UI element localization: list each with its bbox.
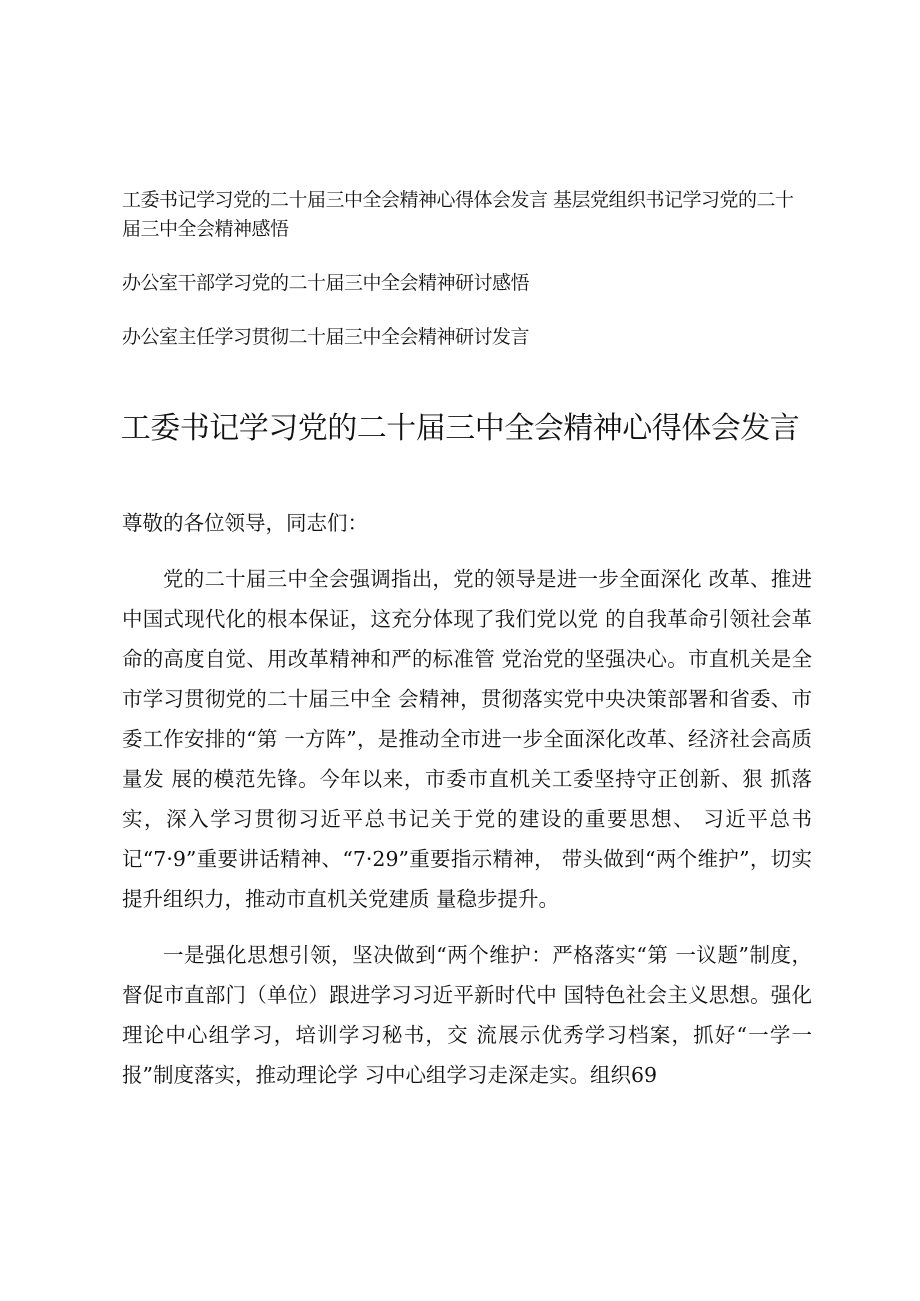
related-articles-list xyxy=(122,186,812,352)
body-paragraph: 党的二十届三中全会强调指出，党的领导是进一步全面深化 改革、推进中国式现代化的根本保证，这充分体现了我们党以党 的自我革命引领社会革命的高度自觉、用改革精神和严的标准管 党治党的坚强决心。市直机关是全市学习贯彻党的二十届三中全 会精神，贯彻落实党中央决策部署和省委、市委工作安排的“第 一方阵”，是推动全市进一步全面深化改革、经济社会高质量发 展的模范先锋。今年以来，市委市直机关工委坚持守正创新、狠 抓落实，深入学习贯彻习近平总书记关于党的建设的重要思想、 习近平总书记“7·9”重要讲话精神、“7·29”重要指示精神， 带头做到“两个维护”，切实提升组织力，推动市直机关党建质 量稳步提升。 xyxy=(122,567,812,911)
related-article-title: 办公室主任学习贯彻二十届三中全会精神研讨发言 xyxy=(122,326,530,348)
salutation: 尊敬的各位领导，同志们： xyxy=(122,511,368,535)
document-title: 工委书记学习党的二十届三中全会精神心得体会发言 xyxy=(120,411,800,446)
body-paragraph: 一是强化思想引领，坚决做到“两个维护：严格落实“第 一议题”制度，督促市直部门（单位）跟进学习习近平新时代中 国特色社会主义思想。强化理论中心组学习，培训学习秘书，交 流展示优秀学习档案，抓好“一学一报”制度落实，推动理论学 习中心组学习走深走实。组织69 xyxy=(122,943,812,1087)
document-body xyxy=(122,503,812,1095)
related-article-title: 工委书记学习党的二十届三中全会精神心得体会发言 基层党组织书记学习党的二十届三中全会精神感悟 xyxy=(122,189,794,240)
related-article-title: 办公室干部学习党的二十届三中全会精神研讨感悟 xyxy=(122,272,530,294)
